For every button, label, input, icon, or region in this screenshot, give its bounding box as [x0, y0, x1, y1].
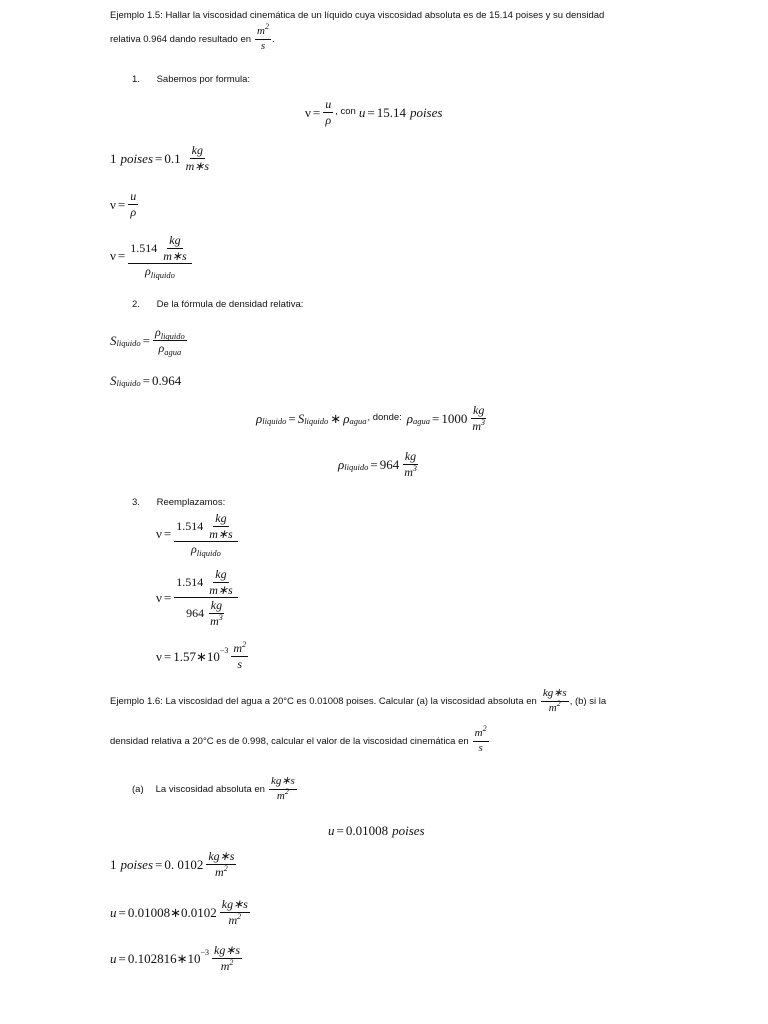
- formula-nu-u-over-rho: ν = $\frac{u}{\rho}$: [110, 189, 137, 219]
- formula-u-result: u = 0.102816∗10 −3 $\frac{kg∗s}{m^2}$: [110, 943, 241, 973]
- part-label: La viscosidad absoluta en: [155, 783, 265, 795]
- step-number: 1.: [132, 74, 140, 85]
- step-1: [132, 74, 250, 85]
- step-2: [132, 299, 303, 310]
- formula-relative-density: S liquido = $\frac{\rho_{liquido}}{\rho_{agua}}$: [110, 325, 185, 357]
- formula-density-liquid-value: ρ liquido = 964 $\frac{kg}{m^3}$: [338, 449, 417, 479]
- example-1-6-statement-line2: densidad relativa a 20°C es de 0.998, calcular el valor de la viscosidad cinemática en $\frac{m^2}{s}$: [110, 724, 487, 754]
- formula-replace-1: ν = 1.514 $\frac{kg}{m∗s}$ $\rho_{liquido}$: [156, 512, 239, 556]
- step-number: 2.: [132, 299, 140, 310]
- example-1-5-statement-line2: [110, 22, 275, 52]
- formula-result-nu: ν = 1.57 ∗ 10 −3 $\frac{m^2}{s}$: [156, 640, 247, 671]
- formula-nu-substituted: ν = 1.514 $\frac{kg}{m∗s}$ $\rho_{liquido}$: [110, 234, 193, 278]
- step-3: [132, 497, 225, 508]
- formula-u-poises: u = 0.01008 poises: [328, 823, 425, 838]
- part-number: (a): [132, 783, 144, 795]
- formula-relative-density-value: S liquido = 0.964: [110, 373, 182, 389]
- step-label: Reemplazamos:: [156, 497, 226, 508]
- period: .: [271, 33, 275, 45]
- formula-poise-conversion: 1 poises = 0.1 $\frac{kg}{m∗s}$: [110, 143, 209, 173]
- example-1-6-statement-line1: Ejemplo 1.6: La viscosidad del agua a 20°C es 0.01008 poises. Calcular (a) la viscosidad absoluta en $\frac{kg∗s}{m^2}$ , (b) si la: [110, 687, 607, 714]
- step-label: Sabemos por formula:: [156, 74, 251, 85]
- formula-density-liquid: ρ liquido = S liquido ∗ ρ agua , donde: ρ agua = 1000 $\frac{kg}{m^3}$: [256, 403, 486, 433]
- formula-u-product: u = 0.01008∗0.0102 $\frac{kg∗s}{m^2}$: [110, 897, 248, 927]
- example-1-5-statement-line1: Ejemplo 1.5: Hallar la viscosidad cinemática de un líquido cuya viscosidad absoluta es de 15.14 poises y su densidad: [110, 10, 605, 21]
- step-label: De la fórmula de densidad relativa:: [156, 299, 304, 310]
- formula-replace-2: ν = 1.514 $\frac{kg}{m∗s}$ 964 $\frac{kg}{m^3}$: [156, 568, 239, 627]
- line2-text: relativa 0.964 dando resultado en: [110, 33, 252, 45]
- unit-m2-per-s: $\frac{m^2}{s}$: [257, 22, 269, 52]
- formula-poise-conversion-2: 1 poises = 0. 0102 $\frac{kg∗s}{m^2}$: [110, 849, 235, 879]
- step-number: 3.: [132, 497, 140, 508]
- part-a: (a) La viscosidad absoluta en $\frac{kg∗s}{m^2}$: [132, 775, 295, 802]
- formula-nu-definition: ν = $\frac{u}{\rho}$ , con u = 15.14 poises: [305, 97, 443, 127]
